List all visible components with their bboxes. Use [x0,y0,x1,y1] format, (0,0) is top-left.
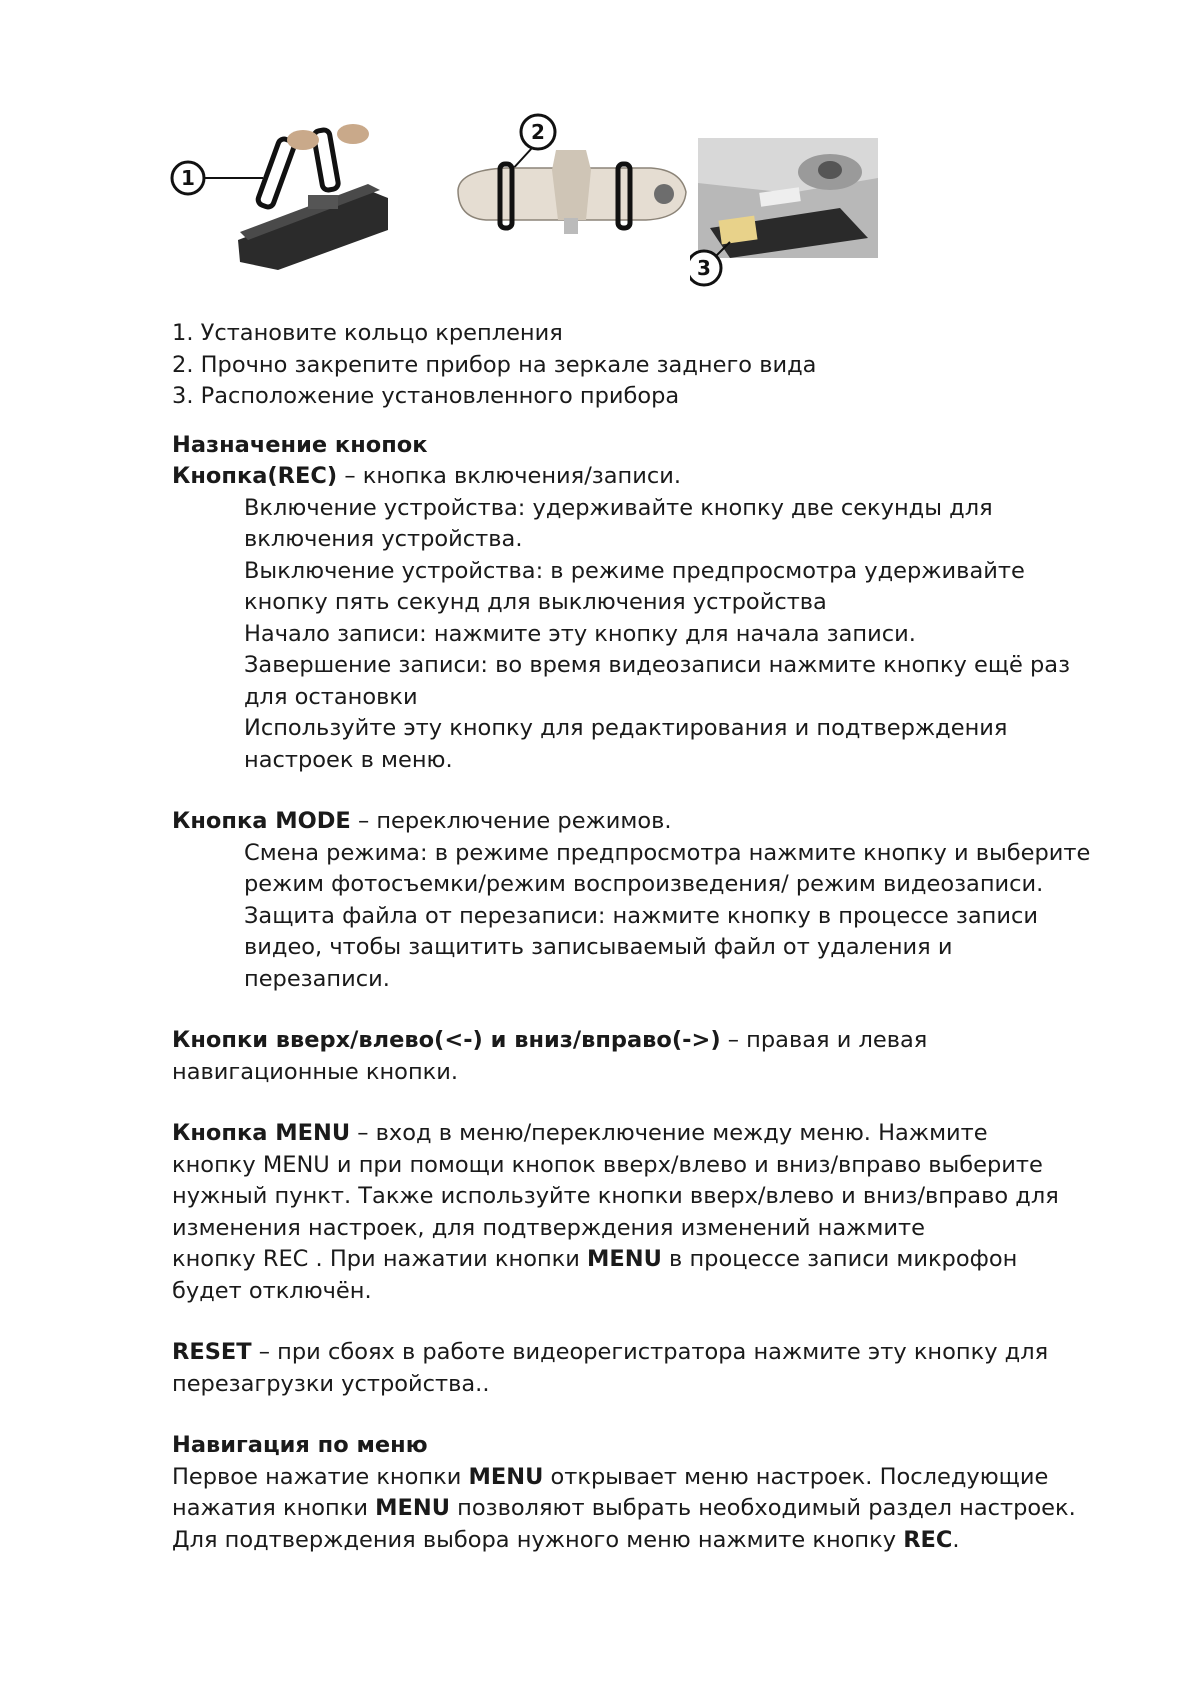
rec-line: для остановки [244,683,418,710]
manual-text [172,318,1122,1556]
menu-line-text: кнопку REC . При нажатии кнопки [172,1246,588,1272]
mode-button-desc: – переключение режимов. [350,808,672,834]
menu-nav-text: позволяют выбрать необходимый раздел настроек. [450,1495,1076,1521]
rec-button-title [172,461,1122,493]
nav-buttons-title [172,1025,1122,1057]
menu-nav-keyword: MENU [468,1463,544,1490]
reset-button-title [172,1337,1122,1369]
reset-button-desc: – при сбоях в работе видеорегистратора нажмите эту кнопку для [251,1339,1049,1365]
menu-nav-text: Для подтверждения выбора нужного меню нажмите кнопку [172,1526,904,1553]
rec-line: Завершение записи: во время видеозаписи нажмите кнопку ещё раз [244,652,1071,678]
rec-line: Используйте эту кнопку для редактирования и подтверждения [244,715,1008,741]
menu-button-title [172,1118,1122,1150]
menu-nav-text: Первое нажатие кнопки [172,1463,469,1490]
menu-nav-text: нажатия кнопки [172,1495,376,1521]
menu-button-label: Кнопка MENU [172,1120,351,1146]
menu-line: нужный пункт. Также используйте кнопки вверх/влево и вниз/вправо для [172,1183,1059,1209]
menu-button-desc: – вход в меню/переключение между меню. Нажмите [350,1120,988,1146]
menu-line: будет отключён. [172,1277,372,1304]
menu-line-text: в процессе записи микрофон [661,1246,1018,1272]
rec-line: Выключение устройства: в режиме предпросмотра удерживайте [244,557,1025,584]
menu-keyword: MENU [587,1246,662,1272]
buttons-heading: Назначение кнопок [172,431,428,458]
menu-nav-keyword: REC [903,1526,953,1553]
mode-line: Защита файла от перезаписи: нажмите кнопку в процессе записи [244,902,1039,929]
menu-nav-line [172,1525,1122,1557]
menu-line: изменения настроек, для подтверждения изменений нажмите [172,1214,925,1241]
step-3: 3. Расположение установленного прибора [172,383,680,409]
mode-button-title [172,806,1122,838]
nav-buttons-line: навигационные кнопки. [172,1058,459,1085]
reset-button-label: RESET [172,1339,252,1365]
step-1: 1. Установите кольцо крепления [172,320,563,346]
figure-2-image [446,110,696,245]
menu-line: кнопку MENU и при помощи кнопок вверх/влево и вниз/вправо выберите [172,1151,1043,1178]
menu-nav-text: открывает меню настроек. Последующие [543,1463,1049,1490]
mode-line: перезаписи. [244,965,390,992]
figure-1-marker: 1 [181,166,195,190]
reset-line: перезагрузки устройства.. [172,1370,490,1397]
figure-2-mirror-mount [446,110,696,245]
figure-3-installed-view [690,138,890,288]
menu-nav-keyword: MENU [375,1495,450,1521]
figure-1-image [168,120,408,270]
menu-nav-heading: Навигация по меню [172,1432,428,1458]
mode-line: режим фотосъемки/режим воспроизведения/ режим видеозаписи. [244,871,1044,897]
nav-buttons-label: Кнопки вверх/влево(<-) и вниз/вправо(->) [172,1027,721,1053]
nav-buttons-desc: – правая и левая [720,1027,928,1053]
figure-2-marker: 2 [531,120,545,144]
rec-button-desc: – кнопка включения/записи. [337,463,682,489]
menu-nav-line [172,1462,1122,1494]
installation-figures [168,110,948,300]
rec-line: кнопку пять секунд для выключения устройства [244,589,827,615]
mode-line: видео, чтобы защитить записываемый файл от удаления и [244,934,953,960]
figure-3-marker: 3 [697,256,711,280]
rec-line: Включение устройства: удерживайте кнопку две секунды для [244,494,993,521]
mode-button-label: Кнопка MODE [172,808,351,834]
rec-line: настроек в меню. [244,746,453,773]
rec-button-label: Кнопка(REC) [172,463,338,489]
mode-line: Смена режима: в режиме предпросмотра нажмите кнопку и выберите [244,839,1091,866]
menu-nav-line [172,1493,1122,1525]
figure-1-strap-install [168,120,408,270]
figure-3-image [690,138,890,288]
rec-line: включения устройства. [244,526,523,552]
rec-line: Начало записи: нажмите эту кнопку для начала записи. [244,620,916,647]
menu-nav-text: . [952,1526,960,1553]
menu-line [172,1244,1122,1276]
step-2: 2. Прочно закрепите прибор на зеркале заднего вида [172,351,817,378]
